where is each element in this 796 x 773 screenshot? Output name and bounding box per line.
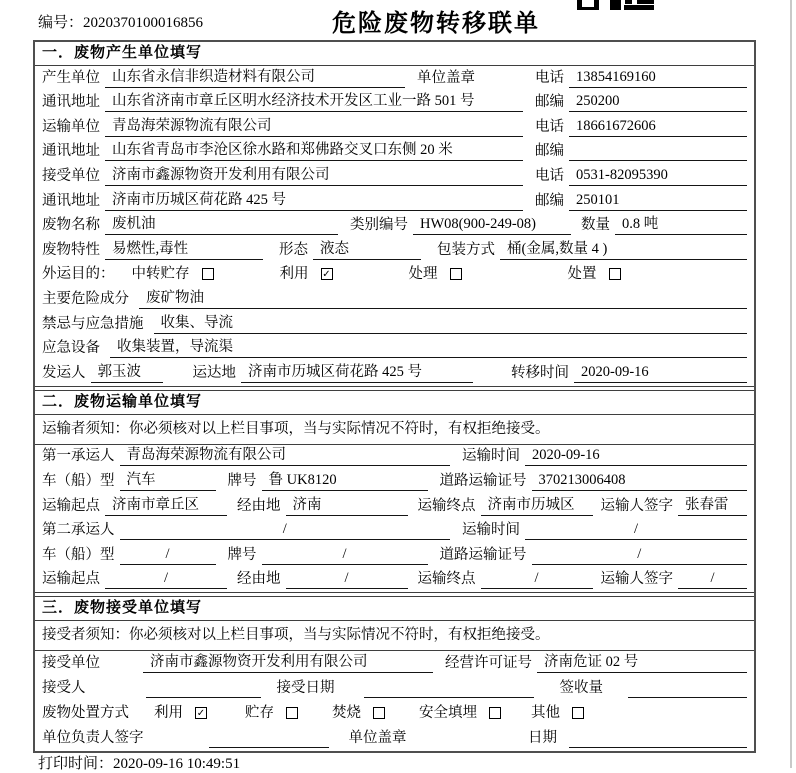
via1-field: 济南	[286, 496, 408, 516]
time1-label: 运输时间	[462, 448, 520, 465]
row-vehicle1	[35, 469, 754, 494]
receiver-name-field: 济南市鑫源物资开发利用有限公司	[105, 166, 523, 186]
disposal-landfill-checkbox	[489, 707, 501, 719]
waste-name-label: 废物名称	[42, 217, 100, 234]
license2-field: /	[532, 545, 748, 565]
sign1-label: 运输人签字	[600, 497, 673, 514]
dest-field: 济南市历城区荷花路 425 号	[241, 363, 473, 383]
row-waste-name	[35, 214, 754, 239]
equipment-label: 应急设备	[42, 340, 100, 357]
receiver-zip-field: 250101	[569, 191, 747, 211]
row-carrier1	[35, 445, 754, 470]
row-transporter	[35, 115, 754, 140]
producer-zip-label: 邮编	[535, 94, 564, 111]
serial-number: 2020370100016856	[83, 15, 204, 31]
row-route1	[35, 494, 754, 519]
acceptor-field	[146, 679, 261, 698]
qr-block	[624, 5, 654, 10]
transfer-time-field: 2020-09-16	[574, 363, 747, 383]
end2-label: 运输终点	[417, 571, 476, 588]
print-time-label: 打印时间：	[38, 756, 114, 772]
waste-name-field: 废机油	[105, 215, 338, 235]
disposal-burn-checkbox	[373, 707, 385, 719]
carrier2-label: 第二承运人	[42, 522, 115, 539]
category-code-field: HW08(900-249-08)	[413, 215, 571, 235]
row-receiver-address	[35, 189, 754, 214]
purpose-transfer-label: 中转贮存	[131, 266, 190, 283]
section-producer	[35, 42, 754, 387]
producer-name-field: 山东省永信非织造材料有限公司	[105, 68, 405, 88]
vehicle2-label: 车（船）型	[42, 546, 115, 563]
time2-label: 运输时间	[462, 522, 520, 539]
end1-label: 运输终点	[417, 497, 476, 514]
qr-code-fragment	[577, 0, 655, 10]
row-route2	[35, 568, 754, 593]
hazard-field: 废矿物油	[139, 289, 747, 309]
producer-addr-label: 通讯地址	[42, 94, 100, 111]
producer-phone-label: 电话	[535, 69, 564, 86]
purpose-label: 外运目的：	[42, 266, 115, 283]
transporter-zip-field	[569, 142, 747, 161]
purpose-use-label: 利用	[279, 266, 309, 283]
sign1-field: 张春雷	[678, 496, 747, 516]
section3-title: 三．废物接受单位填写	[35, 597, 754, 621]
received-qty-label: 签收量	[559, 680, 603, 697]
transporter-phone-field: 18661672606	[569, 117, 747, 137]
row-transporter-address	[35, 140, 754, 165]
plate2-label: 牌号	[227, 546, 257, 563]
row-disposal	[35, 701, 754, 726]
received-qty-field	[628, 679, 747, 698]
purpose-transfer-checkbox	[202, 268, 214, 280]
disposal-burn-label: 焚烧	[332, 705, 361, 722]
print-time-line	[38, 752, 240, 773]
purpose-use-checkbox: ✓	[322, 269, 331, 281]
emergency-field: 收集、导流	[154, 314, 748, 334]
purpose-treat-label: 处理	[408, 266, 438, 283]
form-label: 形态	[279, 241, 308, 258]
transporter-addr-label: 通讯地址	[42, 143, 100, 160]
disposal-use-checkbox: ✓	[196, 708, 206, 720]
time1-field: 2020-09-16	[525, 446, 747, 466]
receive-unit-field: 济南市鑫源物资开发利用有限公司	[143, 653, 433, 673]
sign2-label: 运输人签字	[600, 571, 673, 588]
purpose-dispose-checkbox	[609, 268, 621, 280]
via2-label: 经由地	[237, 571, 281, 588]
row-producer	[35, 66, 754, 91]
producer-addr-field: 山东省济南市章丘区明水经济技术开发区工业一路 501 号	[105, 92, 523, 112]
license2-label: 道路运输证号	[439, 546, 527, 563]
trait-field: 易燃性,毒性	[105, 240, 263, 260]
row-waste-trait	[35, 238, 754, 263]
receiver-phone-label: 电话	[535, 167, 564, 184]
packing-label: 包装方式	[437, 241, 495, 258]
page-title: 危险废物转移联单	[332, 11, 540, 37]
accept-date-field	[364, 679, 534, 698]
disposal-landfill-label: 安全填埋	[419, 705, 477, 722]
end1-field: 济南市历城区	[481, 496, 593, 516]
section1-title: 一．废物产生单位填写	[35, 42, 754, 66]
row-equipment	[35, 337, 754, 362]
row-vehicle2	[35, 543, 754, 568]
date-field	[569, 729, 747, 748]
producer-phone-field: 13854169160	[569, 68, 747, 88]
producer-label: 产生单位	[42, 69, 100, 86]
purpose-treat-checkbox	[450, 268, 462, 280]
plate1-field: 鲁 UK8120	[262, 471, 428, 491]
receiver-label: 接受单位	[42, 167, 100, 184]
qr-block	[625, 0, 632, 4]
quantity-label: 数量	[581, 217, 610, 234]
permit-label: 经营许可证号	[445, 655, 532, 672]
print-time-value: 2020-09-16 10:49:51	[113, 756, 241, 772]
plate1-label: 牌号	[227, 472, 257, 489]
dest-label: 运达地	[192, 364, 236, 381]
producer-zip-field: 250200	[569, 92, 747, 112]
disposal-store-label: 贮存	[245, 705, 274, 722]
origin2-field: /	[105, 569, 227, 589]
quantity-field: 0.8 吨	[615, 215, 747, 235]
row-purpose	[35, 263, 754, 288]
receiver-addr-label: 通讯地址	[42, 192, 100, 209]
receiver-notice: 接受者须知：你必须核对以上栏目事项，当与实际情况不符时，有权拒绝接受。	[35, 621, 754, 651]
section2-title: 二．废物运输单位填写	[35, 391, 754, 415]
end2-field: /	[481, 569, 593, 589]
serial-number-line	[38, 11, 203, 32]
transfer-form	[33, 40, 756, 753]
equipment-field: 收集装置，导流渠	[110, 338, 747, 358]
unit-seal2-label: 单位盖章	[348, 730, 407, 747]
hazard-label: 主要危险成分	[42, 290, 129, 307]
plate2-field: /	[262, 545, 428, 565]
row-receiver	[35, 164, 754, 189]
vehicle2-field: /	[120, 545, 216, 565]
trait-label: 废物特性	[42, 241, 100, 258]
qr-block	[577, 0, 599, 10]
transporter-label: 运输单位	[42, 118, 100, 135]
row-shipper	[35, 361, 754, 386]
disposal-other-checkbox	[572, 707, 584, 719]
disposal-store-checkbox	[286, 707, 298, 719]
transporter-addr-field: 山东省青岛市李沧区徐水路和郑佛路交叉口东侧 20 米	[105, 141, 523, 161]
acceptor-label: 接受人	[42, 680, 86, 697]
purpose-dispose-label: 处置	[567, 266, 597, 283]
row-emergency	[35, 312, 754, 337]
carrier1-label: 第一承运人	[42, 448, 115, 465]
transporter-phone-label: 电话	[535, 118, 564, 135]
transporter-zip-label: 邮编	[535, 143, 564, 160]
origin2-label: 运输起点	[42, 571, 100, 588]
origin1-field: 济南市章丘区	[105, 496, 227, 516]
row-carrier2	[35, 519, 754, 544]
head-sign-label: 单位负责人签字	[42, 730, 144, 747]
row-hazard	[35, 287, 754, 312]
serial-label: 编号：	[38, 15, 84, 31]
receiver-addr-field: 济南市历城区荷花路 425 号	[105, 191, 523, 211]
permit-field: 济南危证 02 号	[537, 653, 747, 673]
row-producer-address	[35, 91, 754, 116]
section-receive	[35, 596, 754, 751]
license1-field: 370213006408	[532, 471, 748, 491]
via2-field: /	[286, 569, 408, 589]
sign2-field: /	[678, 569, 747, 589]
row-acceptor	[35, 676, 754, 701]
carrier2-field: /	[120, 520, 451, 540]
vehicle1-field: 汽车	[120, 471, 216, 491]
receiver-phone-field: 0531-82095390	[569, 166, 747, 186]
receiver-zip-label: 邮编	[535, 192, 564, 209]
disposal-other-label: 其他	[531, 705, 560, 722]
transporter-notice: 运输者须知：你必须核对以上栏目事项，当与实际情况不符时，有权拒绝接受。	[35, 415, 754, 445]
unit-seal-label: 单位盖章	[417, 69, 475, 86]
head-sign-field	[209, 729, 329, 748]
qr-block	[637, 0, 654, 4]
accept-date-label: 接受日期	[276, 680, 335, 697]
transporter-name-field: 青岛海荣源物流有限公司	[105, 117, 523, 137]
disposal-use-label: 利用	[154, 705, 183, 722]
shipper-field: 郭玉波	[91, 363, 163, 383]
disposal-label: 废物处置方式	[42, 705, 129, 722]
row-receive-unit	[35, 651, 754, 676]
row-head-sign	[35, 726, 754, 751]
form-field: 液态	[313, 240, 421, 260]
section-transport	[35, 390, 754, 594]
origin1-label: 运输起点	[42, 497, 100, 514]
time2-field: /	[525, 520, 747, 540]
category-label: 类别编号	[350, 217, 408, 234]
packing-field: 桶(金属,数量 4 )	[500, 240, 747, 260]
transfer-time-label: 转移时间	[511, 364, 569, 381]
qr-block	[610, 0, 621, 10]
via1-label: 经由地	[237, 497, 281, 514]
license1-label: 道路运输证号	[439, 472, 527, 489]
shipper-label: 发运人	[42, 364, 86, 381]
vehicle1-label: 车（船）型	[42, 472, 115, 489]
receive-unit-label: 接受单位	[42, 655, 100, 672]
emergency-label: 禁忌与应急措施	[42, 315, 144, 332]
carrier1-field: 青岛海荣源物流有限公司	[120, 446, 451, 466]
date-label: 日期	[528, 730, 557, 747]
window-edge-line	[790, 0, 792, 768]
